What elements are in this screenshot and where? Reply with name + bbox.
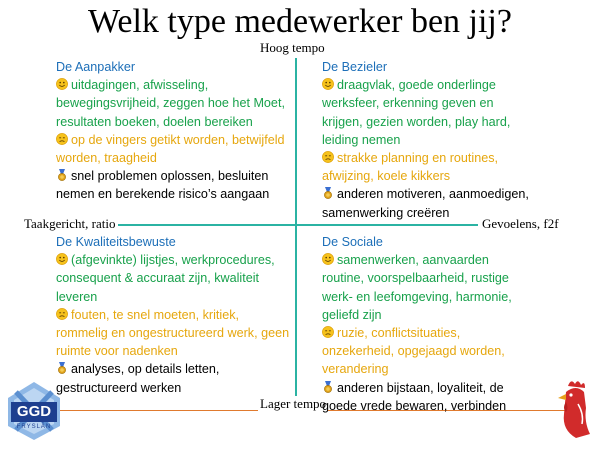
medal-icon [322,187,334,199]
page-title: Welk type medewerker ben jij? [88,3,512,40]
vertical-axis-line [295,58,297,396]
negative-text: op de vingers getikt worden, betwijfeld worden, traagheid [56,132,285,166]
negative-item [322,324,532,379]
ggd-logo-text: GGD [11,402,57,422]
strength-text: snel problemen oplossen, besluiten nemen en berekende risico’s aangaan [56,169,270,202]
horizontal-axis-line [54,224,478,226]
smiley-happy-icon [56,78,68,90]
positive-text: (afgevinkte) lijstjes, werkprocedures, consequent & accuraat zijn, kwaliteit leveren [56,253,275,304]
strength-text: analyses, op details letten, gestructureerd werken [56,362,220,395]
strength-text: anderen motiveren, aanmoedigen, samenwerking creëren [322,187,529,220]
smiley-annoyed-icon [322,326,334,338]
quadrant-title: De Aanpakker [56,60,136,74]
positive-text: samenwerken, aanvaarden routine, voorspelbaarheid, rustige werk- en leefomgeving, harmonie, geliefd zijn [322,253,512,322]
positive-item [322,251,532,324]
axis-label-bottom: Lager tempo [260,396,327,411]
positive-item [322,76,532,149]
negative-item [56,306,292,361]
strength-item [56,360,292,396]
negative-text: ruzie, conflictsituaties, onzekerheid, opgejaagd worden, verandering [322,326,505,377]
positive-item [56,251,292,306]
smiley-annoyed-icon [56,133,68,145]
axis-label-right: Gevoelens, f2f [482,216,559,231]
strength-item [322,379,532,415]
axis-label-top: Hoog tempo [260,40,325,55]
strength-text: anderen bijstaan, loyaliteit, de goede vrede bewaren, verbinden [322,380,507,413]
strength-item [322,185,532,221]
negative-item [56,131,292,167]
strength-item [56,167,292,203]
positive-text: draagvlak, goede onderlinge werksfeer, erkenning geven en krijgen, gezien worden, play hard, leiding nemen [322,78,511,147]
medal-icon [56,169,68,181]
medal-icon [322,381,334,393]
ggd-logo [6,380,62,442]
smiley-annoyed-icon [322,151,334,163]
negative-item [322,149,532,185]
positive-text: uitdagingen, afwisseling, bewegingsvrijheid, zeggen hoe het Moet, resultaten boeken, doelen bereiken [56,78,285,129]
quadrant-sociale [322,233,532,415]
smiley-happy-icon [56,253,68,265]
smiley-happy-icon [322,78,334,90]
quadrant-title: De Kwaliteitsbewuste [56,235,176,249]
axis-label-left: Taakgericht, ratio [24,216,116,231]
ggd-logo-subtext: FRYSLÂN [16,424,52,430]
quadrant-title: De Sociale [322,235,383,249]
rooster-logo-icon [554,378,596,440]
quadrant-aanpakker [56,58,292,204]
medal-icon [56,362,68,374]
quadrant-bezieler [322,58,532,222]
quadrant-kwaliteitsbewuste [56,233,292,397]
negative-text: strakke planning en routines, afwijzing, koele kikkers [322,151,499,184]
positive-item [56,76,292,131]
negative-text: fouten, te snel moeten, kritiek, rommelig en ongestructureerd werk, geen ruimte voor nadenken [56,307,290,359]
smiley-happy-icon [322,253,334,265]
quadrant-title: De Bezieler [322,60,388,74]
smiley-annoyed-icon [56,308,68,320]
